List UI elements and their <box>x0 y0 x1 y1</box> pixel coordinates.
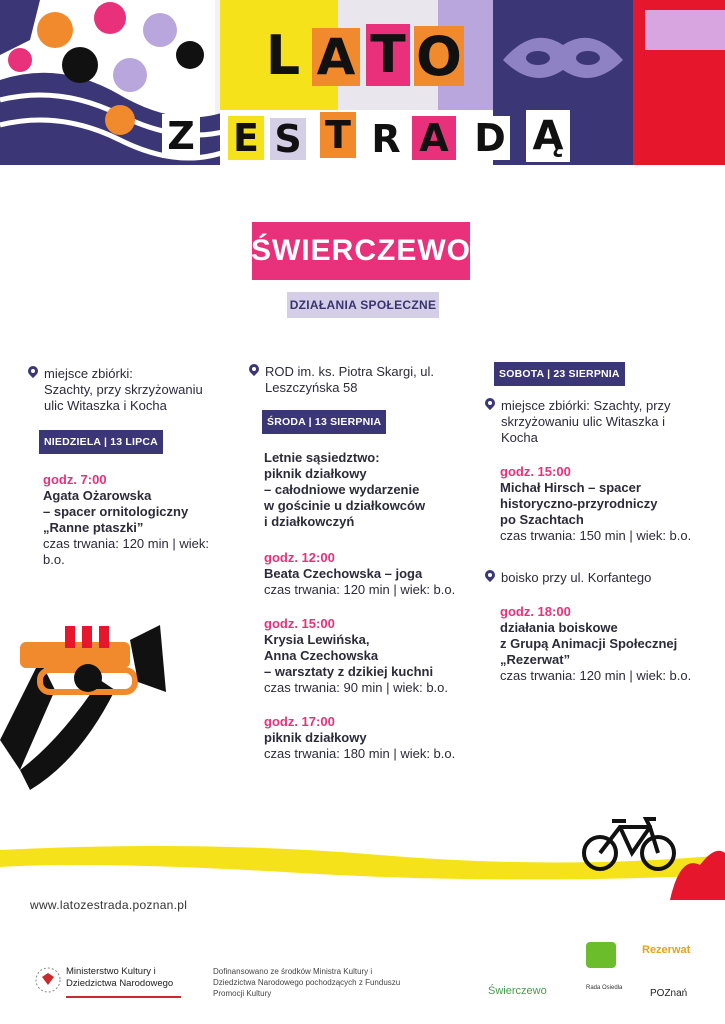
mask-icon <box>493 20 633 100</box>
event-line: Michał Hirsch – spacer <box>500 480 641 495</box>
ministry-underline <box>66 996 181 998</box>
intro-line: – całodniowe wydarzenie <box>264 482 420 497</box>
event-meta: czas trwania: 120 min | wiek: b.o. <box>500 668 692 683</box>
date-tag: NIEDZIELA | 13 LIPCA <box>39 430 163 454</box>
event-line: działania boiskowe <box>500 620 618 635</box>
event-time: godz. 15:00 <box>264 616 335 631</box>
header-letter: Z <box>162 114 200 158</box>
column-2 <box>248 364 478 762</box>
event <box>264 550 478 598</box>
intro-line: w gościnie u działkowców <box>264 498 426 513</box>
header-letter: A <box>312 28 360 86</box>
meeting-point <box>27 366 232 414</box>
event <box>500 464 719 544</box>
event-line: Krysia Lewińska, <box>264 632 370 647</box>
header-collage <box>0 0 725 165</box>
event <box>264 714 478 762</box>
rada-osiedla-logo: Rada Osiedla <box>586 985 623 991</box>
green-logo-icon <box>586 942 616 968</box>
event-line: „Rezerwat” <box>500 652 571 667</box>
location-text: boisko przy ul. Korfantego <box>501 570 652 585</box>
event-line: Beata Czechowska – joga <box>264 566 423 581</box>
event-line: po Szachtach <box>500 512 584 527</box>
event-meta: czas trwania: 120 min | wiek: b.o. <box>43 536 209 567</box>
event-time: godz. 15:00 <box>500 464 571 479</box>
eagle-emblem-icon <box>34 965 62 995</box>
date-tag: SOBOTA | 23 SIERPNIA <box>494 362 625 386</box>
header-letter: O <box>414 26 464 86</box>
event-meta: czas trwania: 150 min | wiek: b.o. <box>500 528 692 543</box>
location-label: miejsce zbiórki: <box>44 366 133 381</box>
event-meta: czas trwania: 90 min | wiek: b.o. <box>264 680 449 695</box>
event-time: godz. 12:00 <box>264 550 335 565</box>
event-line: historyczno-przyrodniczy <box>500 496 658 511</box>
column-3 <box>484 362 719 684</box>
subtitle-badge: DZIAŁANIA SPOŁECZNE <box>287 292 439 318</box>
funding-note: Dofinansowano ze środków Ministra Kultury i Dziedzictwa Narodowego pochodzących z Funduszu Promocji Kultury <box>213 967 401 998</box>
event <box>264 616 478 696</box>
meeting-point <box>484 570 719 586</box>
event-time: godz. 17:00 <box>264 714 335 729</box>
location-pin-icon <box>484 398 496 412</box>
header-letter: Ą <box>526 110 570 162</box>
location-text: miejsce zbiórki: Szachty, przy skrzyżowaniu ulic Witaszka i Kocha <box>501 398 671 445</box>
intro-line: i działkowczyń <box>264 514 355 529</box>
header-letter: S <box>270 118 306 160</box>
event-line: – warsztaty z dzikiej kuchni <box>264 664 434 679</box>
date-tag: ŚRODA | 13 SIERPNIA <box>262 410 386 434</box>
event <box>500 604 719 684</box>
event-meta: czas trwania: 120 min | wiek: b.o. <box>264 582 456 597</box>
intro-line: piknik działkowy <box>264 466 367 481</box>
event-meta: czas trwania: 180 min | wiek: b.o. <box>264 746 456 761</box>
event-line: Agata Ożarowska <box>43 488 152 503</box>
intro <box>264 450 478 530</box>
event-line: piknik działkowy <box>264 730 367 745</box>
event-time: godz. 18:00 <box>500 604 571 619</box>
location-text: ROD im. ks. Piotra Skargi, ul. Leszczyńska 58 <box>265 364 435 395</box>
event <box>43 472 232 568</box>
event-line: „Ranne ptaszki” <box>43 520 144 535</box>
meeting-point <box>248 364 478 396</box>
ministry-name: Ministerstwo Kultury i Dziedzictwa Narodowego <box>66 966 174 989</box>
header-letter: T <box>366 24 410 86</box>
page-title: ŚWIERCZEWO <box>252 222 470 280</box>
header-letter: A <box>412 116 456 160</box>
road-illustration <box>0 815 725 900</box>
rezerwat-logo: Rezerwat <box>642 944 691 956</box>
intro-line: Letnie sąsiedztwo: <box>264 450 380 465</box>
event-line: z Grupą Animacji Społecznej <box>500 636 678 651</box>
header-letter: E <box>228 116 264 160</box>
header-letter: T <box>320 112 356 158</box>
trumpet-illustration <box>0 620 180 800</box>
location-text: Szachty, przy skrzyżowaniu ulic Witaszka i Kocha <box>44 382 203 413</box>
location-pin-icon <box>484 570 496 584</box>
location-pin-icon <box>248 364 260 378</box>
swierczewo-logo: Świerczewo <box>488 985 547 997</box>
location-pin-icon <box>27 366 39 380</box>
event-time: godz. 7:00 <box>43 472 107 487</box>
header-letter: R <box>368 118 404 160</box>
poznan-logo: POZnań <box>650 988 688 999</box>
header-letter: D <box>470 116 510 160</box>
event-line: Anna Czechowska <box>264 648 379 663</box>
event-line: – spacer ornitologiczny <box>43 504 189 519</box>
column-1 <box>27 366 232 568</box>
meeting-point <box>484 398 719 446</box>
header-letter: L <box>262 22 304 88</box>
website-link[interactable]: www.latozestrada.poznan.pl <box>30 898 188 912</box>
